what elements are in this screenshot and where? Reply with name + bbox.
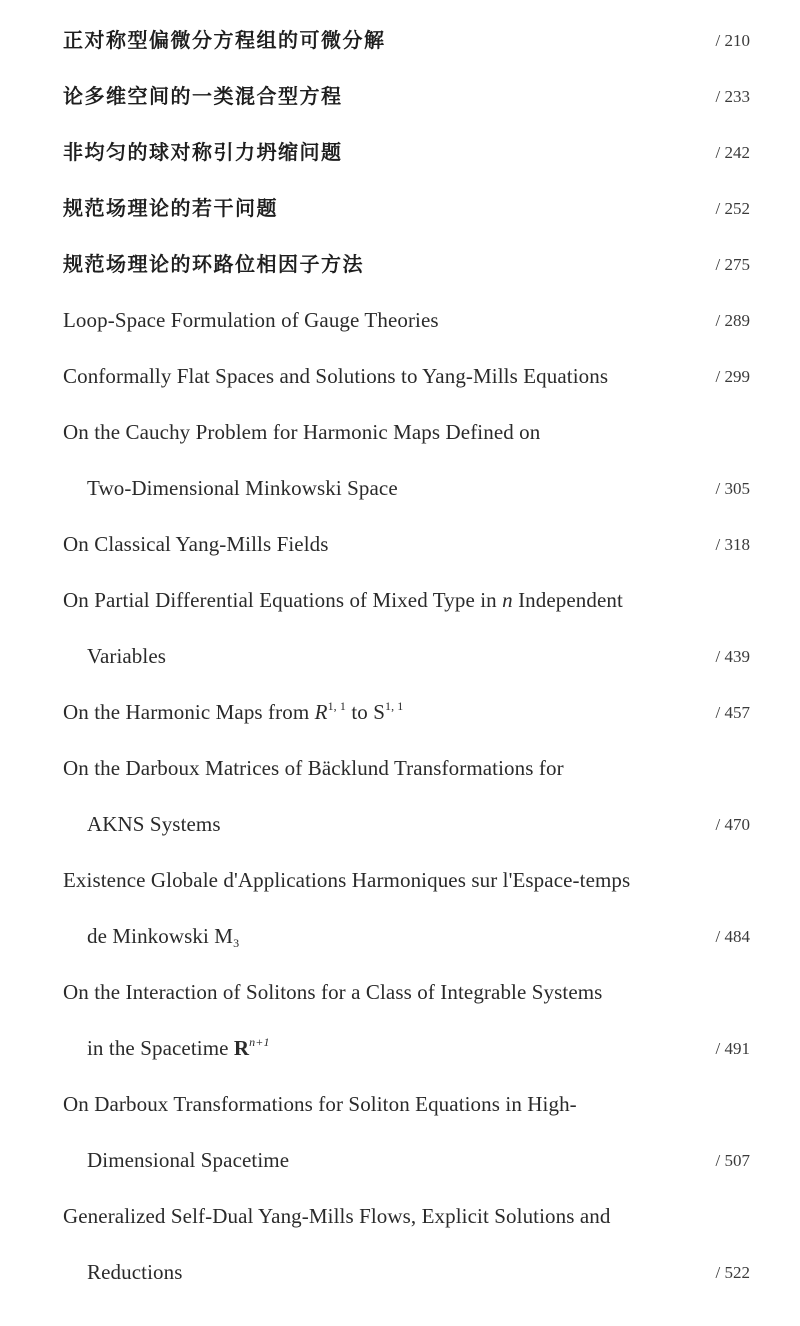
toc-entry: [0, 12, 800, 68]
entry-title: 非均匀的球对称引力坍缩问题: [63, 140, 343, 164]
page-number: / 242: [715, 143, 750, 162]
toc-entry: [0, 348, 800, 404]
page-number: / 470: [715, 815, 750, 834]
math-symbol: R: [233, 1036, 250, 1060]
superscript: n+1: [249, 1035, 270, 1049]
entry-title-line1: Generalized Self-Dual Yang-Mills Flows, Explicit Solutions and: [63, 1204, 611, 1228]
toc-entry: [0, 516, 800, 572]
toc-entry: [0, 404, 800, 460]
toc-entry-continuation: [0, 1020, 800, 1076]
entry-title-line1: [63, 572, 623, 628]
math-variable: R: [314, 700, 328, 724]
title-text: de Minkowski M: [87, 924, 234, 948]
entry-title-line2: [87, 1020, 270, 1076]
title-text: On the Harmonic Maps from: [63, 700, 315, 724]
page-number: / 439: [715, 647, 750, 666]
toc-entry: [0, 236, 800, 292]
toc-entry: [0, 852, 800, 908]
toc-entry: [0, 572, 800, 628]
superscript: 1, 1: [327, 699, 346, 713]
title-text: to S: [345, 700, 385, 724]
page-number: / 305: [715, 479, 750, 498]
entry-title: Conformally Flat Spaces and Solutions to Yang-Mills Equations: [63, 364, 609, 388]
toc-entry: [0, 292, 800, 348]
entry-title-line2: AKNS Systems: [87, 812, 221, 836]
toc-entry-continuation: [0, 908, 800, 964]
page-number: / 522: [715, 1263, 750, 1282]
page-number: / 299: [715, 367, 750, 386]
superscript: 1, 1: [385, 699, 404, 713]
toc-entry-continuation: [0, 628, 800, 684]
entry-title-line1: On Darboux Transformations for Soliton Equations in High-: [63, 1092, 577, 1116]
page-number: / 507: [715, 1151, 750, 1170]
entry-title-line2: Two-Dimensional Minkowski Space: [87, 476, 398, 500]
table-of-contents: [0, 12, 800, 1300]
toc-entry: [0, 964, 800, 1020]
entry-title-line2: Reductions: [87, 1260, 183, 1284]
toc-entry: [0, 68, 800, 124]
entry-title: [63, 684, 403, 740]
toc-entry: [0, 124, 800, 180]
entry-title: 规范场理论的环路位相因子方法: [63, 252, 364, 276]
entry-title: On Classical Yang-Mills Fields: [63, 532, 329, 556]
toc-entry: [0, 740, 800, 796]
toc-entry-continuation: [0, 1132, 800, 1188]
toc-entry: [0, 1076, 800, 1132]
entry-title-line2: Dimensional Spacetime: [87, 1148, 290, 1172]
entry-title-line1: On the Darboux Matrices of Bäcklund Transformations for: [63, 756, 564, 780]
subscript: 3: [233, 936, 240, 950]
entry-title-line1: Existence Globale d'Applications Harmoniques sur l'Espace-temps: [63, 868, 631, 892]
entry-title-line1: On the Cauchy Problem for Harmonic Maps Defined on: [63, 420, 541, 444]
toc-entry: [0, 684, 800, 740]
entry-title-line2: [87, 908, 239, 964]
page-number: / 289: [715, 311, 750, 330]
page-number: / 275: [715, 255, 750, 274]
page-number: / 252: [715, 199, 750, 218]
toc-entry: [0, 180, 800, 236]
page-number: / 457: [715, 703, 750, 722]
math-variable: n: [502, 588, 513, 612]
entry-title-line1: On the Interaction of Solitons for a Class of Integrable Systems: [63, 980, 603, 1004]
page-number: / 491: [715, 1039, 750, 1058]
entry-title: 规范场理论的若干问题: [63, 196, 278, 220]
title-text: On Partial Differential Equations of Mixed Type in: [63, 588, 503, 612]
entry-title: 正对称型偏微分方程组的可微分解: [63, 28, 386, 52]
toc-entry: [0, 1188, 800, 1244]
page-number: / 233: [715, 87, 750, 106]
page-number: / 318: [715, 535, 750, 554]
entry-title: Loop-Space Formulation of Gauge Theories: [63, 308, 439, 332]
entry-title-line2: Variables: [87, 644, 167, 668]
toc-entry-continuation: [0, 1244, 800, 1300]
page-number: / 210: [715, 31, 750, 50]
title-text: in the Spacetime: [87, 1036, 234, 1060]
toc-entry-continuation: [0, 796, 800, 852]
entry-title: 论多维空间的一类混合型方程: [63, 84, 343, 108]
title-text: Independent: [512, 588, 623, 612]
toc-entry-continuation: [0, 460, 800, 516]
page-number: / 484: [715, 927, 750, 946]
